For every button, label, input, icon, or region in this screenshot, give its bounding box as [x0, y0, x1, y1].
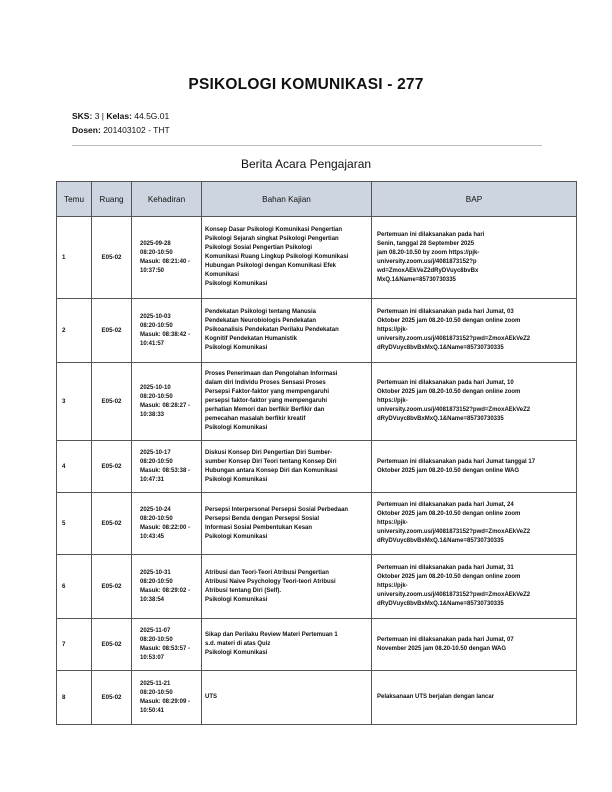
kelas-label: Kelas	[106, 111, 130, 121]
cell-kehadiran	[132, 671, 202, 725]
table-row	[57, 493, 577, 555]
cell-ruang: E05-02	[92, 619, 132, 671]
cell-ruang: E05-02	[92, 299, 132, 363]
cell-kehadiran	[132, 555, 202, 619]
table-header-row	[57, 182, 577, 217]
table-row	[57, 555, 577, 619]
cell-temu: 8	[57, 671, 92, 725]
table-row	[57, 217, 577, 299]
kelas-value: 44.5G.01	[134, 111, 170, 121]
kehadiran-text: 2025-10-10 08:20-10:50 Masuk: 08:28:27 - 10:38:33	[140, 384, 191, 418]
cell-bap: Pertemuan ini dilaksanakan pada hari Jumat, 31 Oktober 2025 jam 08.20-10.50 dengan online zoom https://pjk- university.zoom.us/j/4081873152?pwd=ZmoxAEkVeZ2 dRyDVuyc8bvBxMxQ.1&Name=85730730335	[372, 555, 577, 619]
header-divider	[72, 145, 542, 146]
cell-temu: 4	[57, 441, 92, 493]
cell-bap: Pertemuan ini dilaksanakan pada hari Jumat tanggal 17 Oktober 2025 jam 08.20-10.50 dengan online WAG	[372, 441, 577, 493]
cell-kehadiran	[132, 441, 202, 493]
cell-bahan-kajian: Sikap dan Perilaku Review Materi Pertemuan 1 s.d. materi di atas Quiz Psikologi Komunikasi	[202, 619, 372, 671]
cell-temu: 3	[57, 363, 92, 441]
header-bahan-kajian: Bahan Kajian	[202, 182, 372, 217]
cell-bap: Pertemuan ini dilaksanakan pada hari Jumat, 24 Oktober 2025 jam 08.20-10.50 dengan online zoom https://pjk- university.zoom.us/j/4081873152?pwd=ZmoxAEkVeZ2 dRyDVuyc8bvBxMxQ.1&Name=85730730335	[372, 493, 577, 555]
dosen-value: 201403102 - THT	[103, 125, 170, 135]
cell-kehadiran	[132, 619, 202, 671]
cell-kehadiran	[132, 363, 202, 441]
cell-bahan-kajian: Diskusi Konsep Diri Pengertian Diri Sumber- sumber Konsep Diri Teori tentang Konsep Diri Hubungan antara Konsep Diri dan Komunikasi Psikologi Komunikasi	[202, 441, 372, 493]
table-row	[57, 441, 577, 493]
cell-kehadiran	[132, 217, 202, 299]
cell-bap: Pertemuan ini dilaksanakan pada hari Jumat, 07 November 2025 jam 08.20-10.50 dengan WAG	[372, 619, 577, 671]
course-meta: SKS: 3 | Kelas: 44.5G.01	[72, 111, 170, 121]
table-row	[57, 671, 577, 725]
cell-ruang: E05-02	[92, 555, 132, 619]
cell-ruang: E05-02	[92, 493, 132, 555]
header-bap: BAP	[372, 182, 577, 217]
cell-bahan-kajian: Konsep Dasar Psikologi Komunikasi Pengertian Psikologi Sejarah singkat Psikologi Pengertian Psikologi Sosial Pengertian Psikologi Komunikasi Ruang Lingkup Psikologi Komunikasi Hubungan Psikologi dengan Komunikasi Efek Komunikasi Psikologi Komunikasi	[202, 217, 372, 299]
cell-bap: Pertemuan ini dilaksanakan pada hari Jumat, 10 Oktober 2025 jam 08.20-10.50 dengan online zoom https://pjk- university.zoom.us/j/4081873152?pwd=ZmoxAEkVeZ2 dRyDVuyc8bvBxMxQ.1&Name=85730730335	[372, 363, 577, 441]
table-row	[57, 299, 577, 363]
header-kehadiran: Kehadiran	[132, 182, 202, 217]
kehadiran-text: 2025-10-31 08:20-10:50 Masuk: 08:29:02 - 10:38:54	[140, 569, 191, 603]
teaching-record-table	[56, 181, 577, 725]
cell-ruang: E05-02	[92, 363, 132, 441]
cell-bahan-kajian: UTS	[202, 671, 372, 725]
cell-bahan-kajian: Persepsi Interpersonal Persepsi Sosial Perbedaan Persepsi Benda dengan Persepsi Sosial Informasi Sosial Pembentukan Kesan Psikologi Komunikasi	[202, 493, 372, 555]
kehadiran-text: 2025-09-28 08:20-10:50 Masuk: 08:21:40 - 10:37:50	[140, 240, 191, 274]
kehadiran-text: 2025-10-03 08:20-10:50 Masuk: 08:38:42 - 10:41:57	[140, 313, 191, 347]
sks-label: SKS	[72, 111, 90, 121]
cell-bahan-kajian: Pendekatan Psikologi tentang Manusia Pendekatan Neurobiologis Pendekatan Psikoanalisis Pendekatan Perilaku Pendekatan Kognitif Pendekatan Humanistik Psikologi Komunikasi	[202, 299, 372, 363]
dosen-label: Dosen	[72, 125, 98, 135]
table-row	[57, 363, 577, 441]
kehadiran-text: 2025-10-24 08:20-10:50 Masuk: 08:22:00 - 10:43:45	[140, 506, 191, 540]
cell-bap: Pertemuan ini dilaksanakan pada hari Senin, tanggal 28 September 2025 jam 08.20-10.50 by zoom https://pjk- university.zoom.us/j/4081873152?p wd=ZmoxAEkVeZ2dRyDVuyc8bvBx MxQ.1&Name=85730730335	[372, 217, 577, 299]
cell-bahan-kajian: Atribusi dan Teori-Teori Atribusi Pengertian Atribusi Naive Psychology Teori-teori Atribusi Atribusi tentang Diri (Self). Psikologi Komunikasi	[202, 555, 372, 619]
header-temu: Temu	[57, 182, 92, 217]
course-title: PSIKOLOGI KOMUNIKASI - 277	[188, 76, 424, 93]
kehadiran-text: 2025-10-17 08:20-10:50 Masuk: 08:53:38 - 10:47:31	[140, 449, 191, 483]
cell-ruang: E05-02	[92, 217, 132, 299]
cell-ruang: E05-02	[92, 671, 132, 725]
cell-temu: 6	[57, 555, 92, 619]
cell-temu: 2	[57, 299, 92, 363]
cell-kehadiran	[132, 299, 202, 363]
cell-kehadiran	[132, 493, 202, 555]
table-row	[57, 619, 577, 671]
cell-temu: 5	[57, 493, 92, 555]
sks-value: 3	[94, 111, 100, 121]
cell-bap: Pelaksanaan UTS berjalan dengan lancar	[372, 671, 577, 725]
cell-ruang: E05-02	[92, 441, 132, 493]
cell-bap: Pertemuan ini dilaksanakan pada hari Jumat, 03 Oktober 2025 jam 08.20-10.50 dengan online zoom https://pjk- university.zoom.us/j/4081873152?pwd=ZmoxAEkVeZ2 dRyDVuyc8bvBxMxQ.1&Name=85730730335	[372, 299, 577, 363]
lecturer-meta: Dosen: 201403102 - THT	[72, 125, 170, 135]
cell-bahan-kajian: Proses Penerimaan dan Pengolahan Informasi dalam diri Individu Proses Sensasi Proses Persepsi Faktor-faktor yang mempengaruhi persepsi faktor-faktor yang mempengaruhi perhatian Memori dan berfikir Berfikir dan pemecahan masalah berfikir kreatif Psikologi Komunikasi	[202, 363, 372, 441]
header-ruang: Ruang	[92, 182, 132, 217]
kehadiran-text: 2025-11-07 08:20-10:50 Masuk: 08:53:57 - 10:53:07	[140, 627, 191, 661]
cell-temu: 7	[57, 619, 92, 671]
section-title: Berita Acara Pengajaran	[240, 157, 372, 171]
cell-temu: 1	[57, 217, 92, 299]
kehadiran-text: 2025-11-21 08:20-10:50 Masuk: 08:29:09 - 10:50:41	[140, 680, 191, 714]
